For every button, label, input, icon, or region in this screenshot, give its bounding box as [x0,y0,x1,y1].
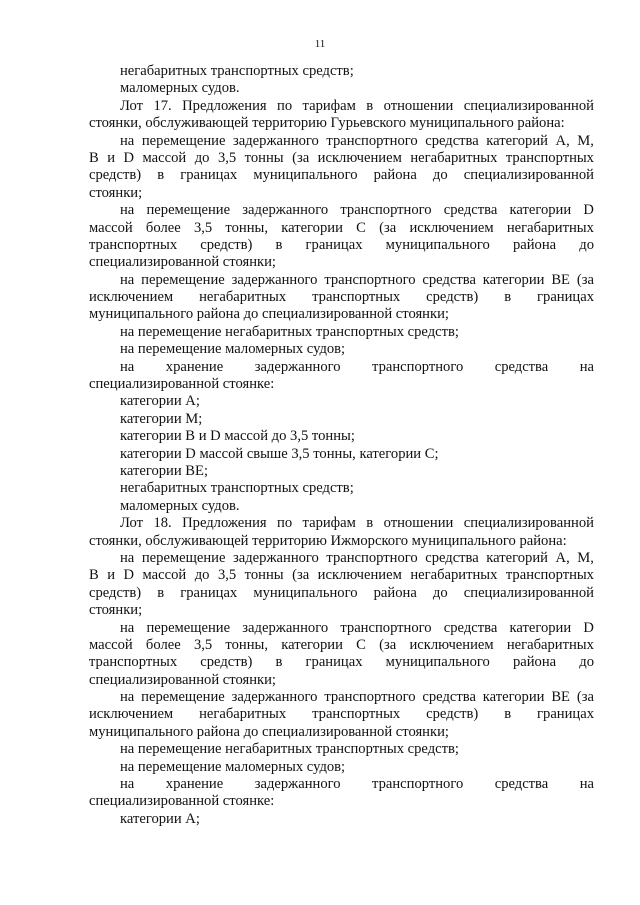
word: средств) [89,167,142,184]
word: (за [576,689,594,706]
word: границах [180,584,238,601]
text-line: категории М; [120,410,203,427]
word: А, [555,549,570,566]
word: до [579,654,594,671]
word: задержанного [233,132,319,149]
word: 3,5 [193,636,213,653]
word: на [120,689,135,706]
word: категории [281,219,343,236]
word: границах [305,654,363,671]
word: перемещение [141,689,225,706]
word: исключением [317,149,402,166]
word: тарифам [302,515,356,532]
word: специализированной [463,515,594,532]
word: негабаритных [410,567,498,584]
word: задержанного [242,202,329,219]
word: в [157,584,165,601]
word: А, [555,132,570,149]
word: D [123,149,135,166]
word: до [432,584,448,601]
word: Лот [120,515,144,532]
word: 3,5 [217,149,237,166]
word: в [275,654,283,671]
word: М, [577,549,594,566]
word: средств) [89,584,142,601]
word: Лот [120,97,144,114]
text-line [89,289,594,306]
word: 17. [153,97,172,114]
word: исключением [317,567,402,584]
word: границах [305,236,363,253]
word: транспортного [324,689,416,706]
word: средств) [200,236,253,253]
word: транспортного [372,776,464,793]
word: массой [142,149,187,166]
text-line: специализированной стоянке: [89,793,275,810]
word: границах [537,289,594,306]
word: транспортного [340,619,432,636]
text-line: на перемещение негабаритных транспортных средств; [120,323,459,340]
text-line: специализированной стоянке: [89,376,275,393]
word: массой [89,219,133,236]
word: специализированной [463,167,594,184]
word: ВЕ [551,271,570,288]
word: и [107,567,116,584]
word: транспортного [372,358,464,375]
word: категории [482,689,545,706]
word: района [512,654,557,671]
text-line [89,237,594,254]
word: муниципального [385,236,490,253]
text-line: муниципального района до специализированной стоянки; [89,723,449,740]
word: в [504,289,512,306]
word: 18. [153,515,172,532]
text-line: стоянки; [89,602,143,619]
text-line: стоянки, обслуживающей территорию Гурьевского муниципального района: [89,115,565,132]
word: (за [576,271,594,288]
word: (за [292,149,310,166]
word: массой [142,567,187,584]
text-line [89,550,594,567]
word: района [512,236,557,253]
word: на [120,549,135,566]
word: перемещение [141,549,226,566]
word: на [120,358,135,375]
word: более [145,219,181,236]
word: на [120,776,135,793]
word: более [145,636,181,653]
word: средства [425,549,479,566]
text-line [89,98,594,115]
word: негабаритных [410,149,498,166]
text-line: маломерных судов. [120,80,240,97]
word: транспортных [505,149,594,166]
word: на [120,202,135,219]
word: негабаритных [199,706,287,723]
word: тонны [244,149,284,166]
text-line [89,220,594,237]
text-line: на перемещение маломерных судов; [120,341,346,358]
word: В [89,149,99,166]
word: исключением [89,706,174,723]
text-line: специализированной стоянки; [89,254,276,271]
word: средства [494,358,549,375]
word: границах [537,706,594,723]
word: до [194,567,210,584]
word: средства [422,689,476,706]
word: средств) [200,654,253,671]
word: муниципального [253,167,358,184]
text-line: категории А; [120,393,200,410]
text-line [89,133,594,150]
word: перемещение [141,132,226,149]
word: перемещение [141,271,225,288]
word: по [277,97,293,114]
word: (за [292,567,310,584]
word: ВЕ [551,689,570,706]
word: перемещение [146,202,231,219]
word: средства [443,619,498,636]
word: задержанного [254,358,341,375]
word: D [583,202,594,219]
text-line: негабаритных транспортных средств; [120,480,354,497]
word: С [356,219,366,236]
page-number: 11 [314,38,326,50]
word: на [120,619,135,636]
text-line: специализированной стоянки; [89,671,276,688]
word: отношении [383,515,454,532]
word: до [432,167,448,184]
text-line: категории А; [120,810,200,827]
word: специализированной [463,97,594,114]
word: специализированной [463,584,594,601]
word: района [373,167,417,184]
word: транспортных [505,567,594,584]
word: D [123,567,135,584]
word: тонны, [225,219,268,236]
word: в [366,515,374,532]
text-line: негабаритных транспортных средств; [120,63,354,79]
text-line: категории ВЕ; [120,462,209,479]
word: задержанного [233,549,319,566]
word: отношении [383,97,454,114]
word: муниципального [385,654,490,671]
word: М, [577,132,594,149]
word: (за [379,636,397,653]
word: средств) [426,289,479,306]
word: транспортных [312,289,401,306]
text-line: стоянки, обслуживающей территорию Ижморского муниципального района: [89,532,567,549]
text-line [89,585,594,602]
text-line: категории В и D массой до 3,5 тонны; [120,428,355,445]
word: С [356,636,366,653]
word: категорий [486,549,548,566]
word: (за [379,219,397,236]
word: на [579,776,594,793]
word: негабаритных [506,636,594,653]
word: в [504,706,512,723]
text-line [89,202,594,219]
text-line [89,359,594,376]
word: района [373,584,417,601]
word: транспортного [324,271,416,288]
word: В [89,567,99,584]
word: в [157,167,165,184]
word: массой [89,636,133,653]
word: перемещение [146,619,231,636]
text-line [89,620,594,637]
word: негабаритных [506,219,594,236]
word: средства [443,202,498,219]
word: 3,5 [217,567,237,584]
word: на [579,358,594,375]
word: транспортных [89,654,178,671]
text-line [89,515,594,532]
text-line [89,637,594,654]
word: и [107,149,116,166]
text-line [89,567,594,584]
word: до [579,236,594,253]
text-line: маломерных судов. [120,497,240,514]
word: средств) [426,706,479,723]
word: средства [425,132,479,149]
word: категории [509,619,572,636]
word: по [277,515,293,532]
word: исключением [409,219,494,236]
text-line: на перемещение маломерных судов; [120,758,346,775]
text-line [89,167,594,184]
word: D [583,619,594,636]
word: транспортного [326,549,418,566]
text-line [89,689,594,706]
word: Предложения [182,97,267,114]
word: тарифам [302,97,356,114]
word: Предложения [182,515,267,532]
text-line [89,150,594,167]
word: негабаритных [199,289,287,306]
text-line [89,706,594,723]
word: категории [281,636,343,653]
word: транспортного [340,202,432,219]
word: тонны [244,567,284,584]
word: в [275,236,283,253]
word: до [194,149,210,166]
word: транспортных [312,706,401,723]
text-line: муниципального района до специализированной стоянки; [89,306,449,323]
word: в [366,97,374,114]
word: задержанного [231,271,318,288]
word: средства [422,271,476,288]
word: задержанного [242,619,329,636]
word: категорий [486,132,548,149]
word: 3,5 [193,219,213,236]
word: транспортных [89,236,178,253]
word: тонны, [225,636,268,653]
word: исключением [89,289,174,306]
word: на [120,132,135,149]
text-line [89,272,594,289]
text-line: категории D массой свыше 3,5 тонны, категории С; [120,445,439,462]
word: исключением [409,636,494,653]
word: муниципального [253,584,358,601]
word: хранение [165,358,224,375]
word: средства [494,776,549,793]
text-line: на перемещение негабаритных транспортных средств; [120,741,459,758]
text-line [89,654,594,671]
document-body [89,63,594,828]
word: границах [180,167,238,184]
word: категории [482,271,545,288]
word: категории [509,202,572,219]
text-line: стоянки; [89,184,143,201]
word: задержанного [254,776,341,793]
word: задержанного [231,689,318,706]
word: на [120,271,135,288]
text-line [89,776,594,793]
word: хранение [165,776,224,793]
word: транспортного [326,132,418,149]
